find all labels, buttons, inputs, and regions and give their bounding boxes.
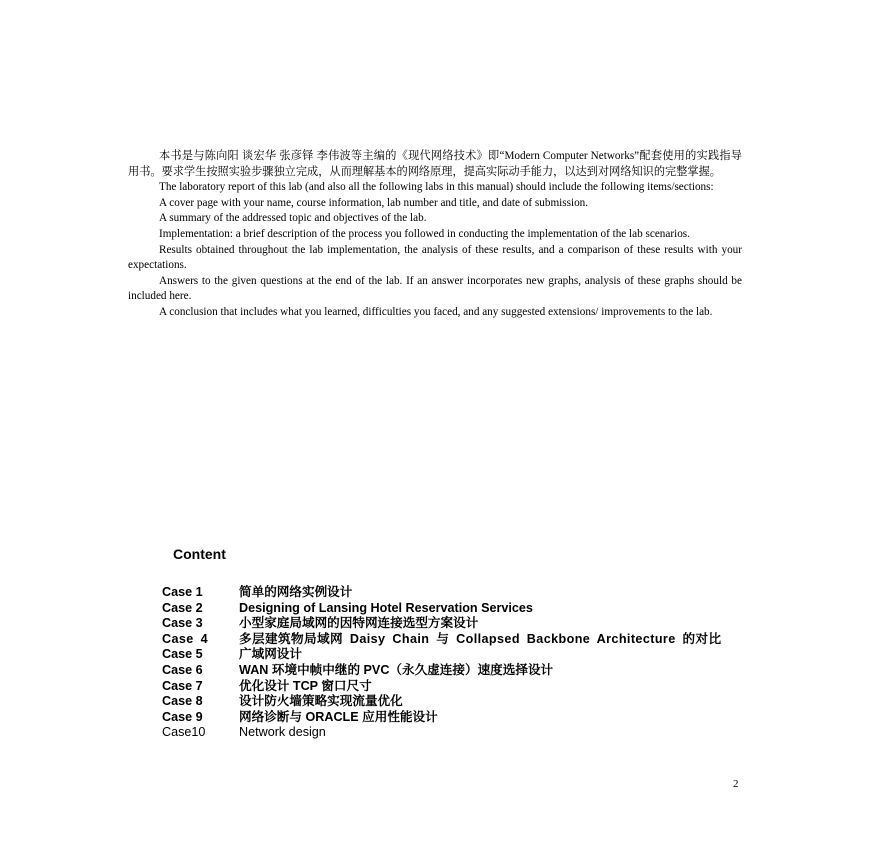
page-number: 2 <box>733 778 739 790</box>
toc-item <box>162 663 742 679</box>
toc-case-title: 多层建筑物局域网 Daisy Chain 与 Collapsed Backbone Architecture 的对比 <box>239 631 722 646</box>
toc-case-title: Designing of Lansing Hotel Reservation Services <box>239 600 533 615</box>
toc-case-title: 广域网设计 <box>239 647 302 662</box>
intro-paragraph: A summary of the addressed topic and objectives of the lab. <box>159 212 427 225</box>
intro-paragraph: A cover page with your name, course information, lab number and title, and date of submission. <box>159 196 589 209</box>
toc-item <box>162 725 742 741</box>
intro-paragraph: The laboratory report of this lab (and also all the following labs in this manual) should include the following items/sections: <box>159 181 714 194</box>
toc-case-title: 小型家庭局域网的因特网连接选型方案设计 <box>239 616 479 631</box>
intro-paragraph: Implementation: a brief description of the process you followed in conducting the implementation of the lab scenarios. <box>159 227 690 240</box>
toc-case-number: Case 2 <box>162 600 203 615</box>
toc-case-title: WAN 环境中帧中继的 PVC（永久虚连接）速度选择设计 <box>239 662 554 677</box>
toc-item <box>162 647 742 663</box>
toc-item <box>162 710 742 726</box>
toc-item <box>162 601 742 617</box>
table-of-contents <box>162 585 742 741</box>
toc-case-number: Case 4 <box>162 631 209 646</box>
toc-item <box>162 694 742 710</box>
toc-case-number: Case 7 <box>162 678 203 693</box>
toc-item <box>162 632 742 648</box>
toc-case-title: 网络诊断与 ORACLE 应用性能设计 <box>239 709 438 724</box>
toc-case-title: Network design <box>239 725 326 740</box>
toc-case-number: Case 1 <box>162 585 203 599</box>
toc-case-title: 简单的网络实例设计 <box>239 585 353 599</box>
content-heading: Content <box>173 546 226 562</box>
intro-paragraph: A conclusion that includes what you learned, difficulties you faced, and any suggested extensions/ improvements to the lab. <box>159 305 713 318</box>
intro-paragraph: Results obtained throughout the lab implementation, the analysis of these results, and a comparison of these results with your expectations. <box>128 243 742 272</box>
toc-case-number: Case 9 <box>162 709 203 724</box>
toc-case-title: 优化设计 TCP 窗口尺寸 <box>239 678 372 693</box>
toc-case-number: Case 5 <box>162 647 203 662</box>
toc-item <box>162 616 742 632</box>
toc-case-title: 设计防火墙策略实现流量优化 <box>239 694 403 709</box>
intro-paragraph: Answers to the given questions at the end of the lab. If an answer incorporates new graphs, analysis of these graphs should be included here. <box>128 274 742 303</box>
toc-item <box>162 585 742 601</box>
toc-case-number: Case 3 <box>162 616 203 631</box>
intro-paragraph: 本书是与陈向阳 谈宏华 张彦铎 李伟波等主编的《现代网络技术》即“Modern Computer Networks”配套使用的实践指导用书。要求学生按照实验步骤独立完成，从而理解基本的网络原理，提高实际动手能力，以达到对网络知识的完整掌握。 <box>128 150 742 178</box>
intro-text <box>128 149 742 321</box>
toc-case-number: Case 6 <box>162 662 203 677</box>
toc-case-number: Case 8 <box>162 694 203 709</box>
toc-case-number: Case10 <box>162 725 206 740</box>
toc-item <box>162 679 742 695</box>
